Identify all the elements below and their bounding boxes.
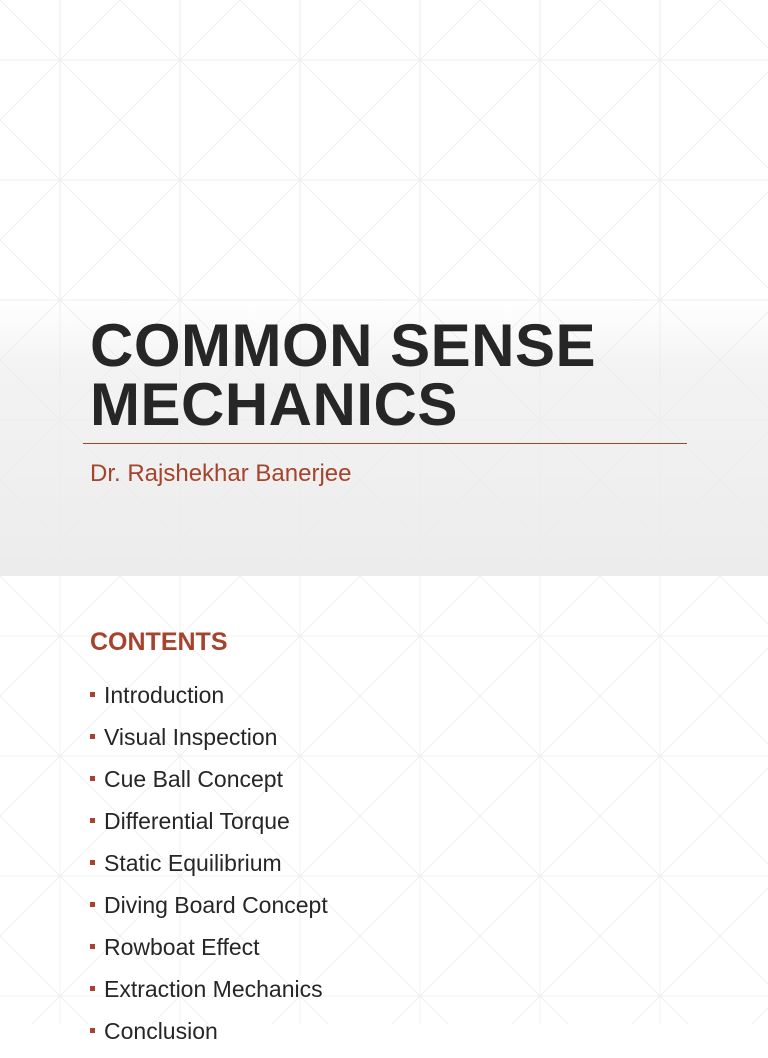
- list-item: [90, 848, 328, 890]
- contents-slide: [0, 576, 768, 1044]
- title-divider: [83, 443, 687, 444]
- slide-title: [90, 312, 597, 438]
- list-item-label: Extraction Mechanics: [104, 976, 323, 1002]
- bullet-icon: [90, 1028, 95, 1033]
- bullet-icon: [90, 734, 95, 739]
- bullet-icon: [90, 692, 95, 697]
- list-item: [90, 764, 328, 806]
- bullet-icon: [90, 776, 95, 781]
- title-line-1: COMMON SENSE: [90, 312, 597, 379]
- list-item: [90, 932, 328, 974]
- list-item: [90, 680, 328, 722]
- list-item: [90, 1016, 328, 1058]
- list-item-label: Static Equilibrium: [104, 850, 282, 876]
- list-item-label: Conclusion: [104, 1018, 218, 1044]
- list-item-label: Introduction: [104, 682, 225, 708]
- contents-heading: CONTENTS: [90, 628, 228, 656]
- list-item: [90, 890, 328, 932]
- list-item: [90, 722, 328, 764]
- bullet-icon: [90, 902, 95, 907]
- list-item-label: Rowboat Effect: [104, 934, 260, 960]
- list-item: [90, 974, 328, 1016]
- contents-list: [90, 680, 328, 1058]
- list-item-label: Differential Torque: [104, 808, 290, 834]
- bullet-icon: [90, 860, 95, 865]
- list-item-label: Diving Board Concept: [104, 892, 328, 918]
- bullet-icon: [90, 818, 95, 823]
- title-line-2: MECHANICS: [90, 371, 458, 438]
- author-subtitle: Dr. Rajshekhar Banerjee: [90, 460, 352, 487]
- list-item: [90, 806, 328, 848]
- list-item-label: Cue Ball Concept: [104, 766, 283, 792]
- bullet-icon: [90, 944, 95, 949]
- bullet-icon: [90, 986, 95, 991]
- list-item-label: Visual Inspection: [104, 724, 278, 750]
